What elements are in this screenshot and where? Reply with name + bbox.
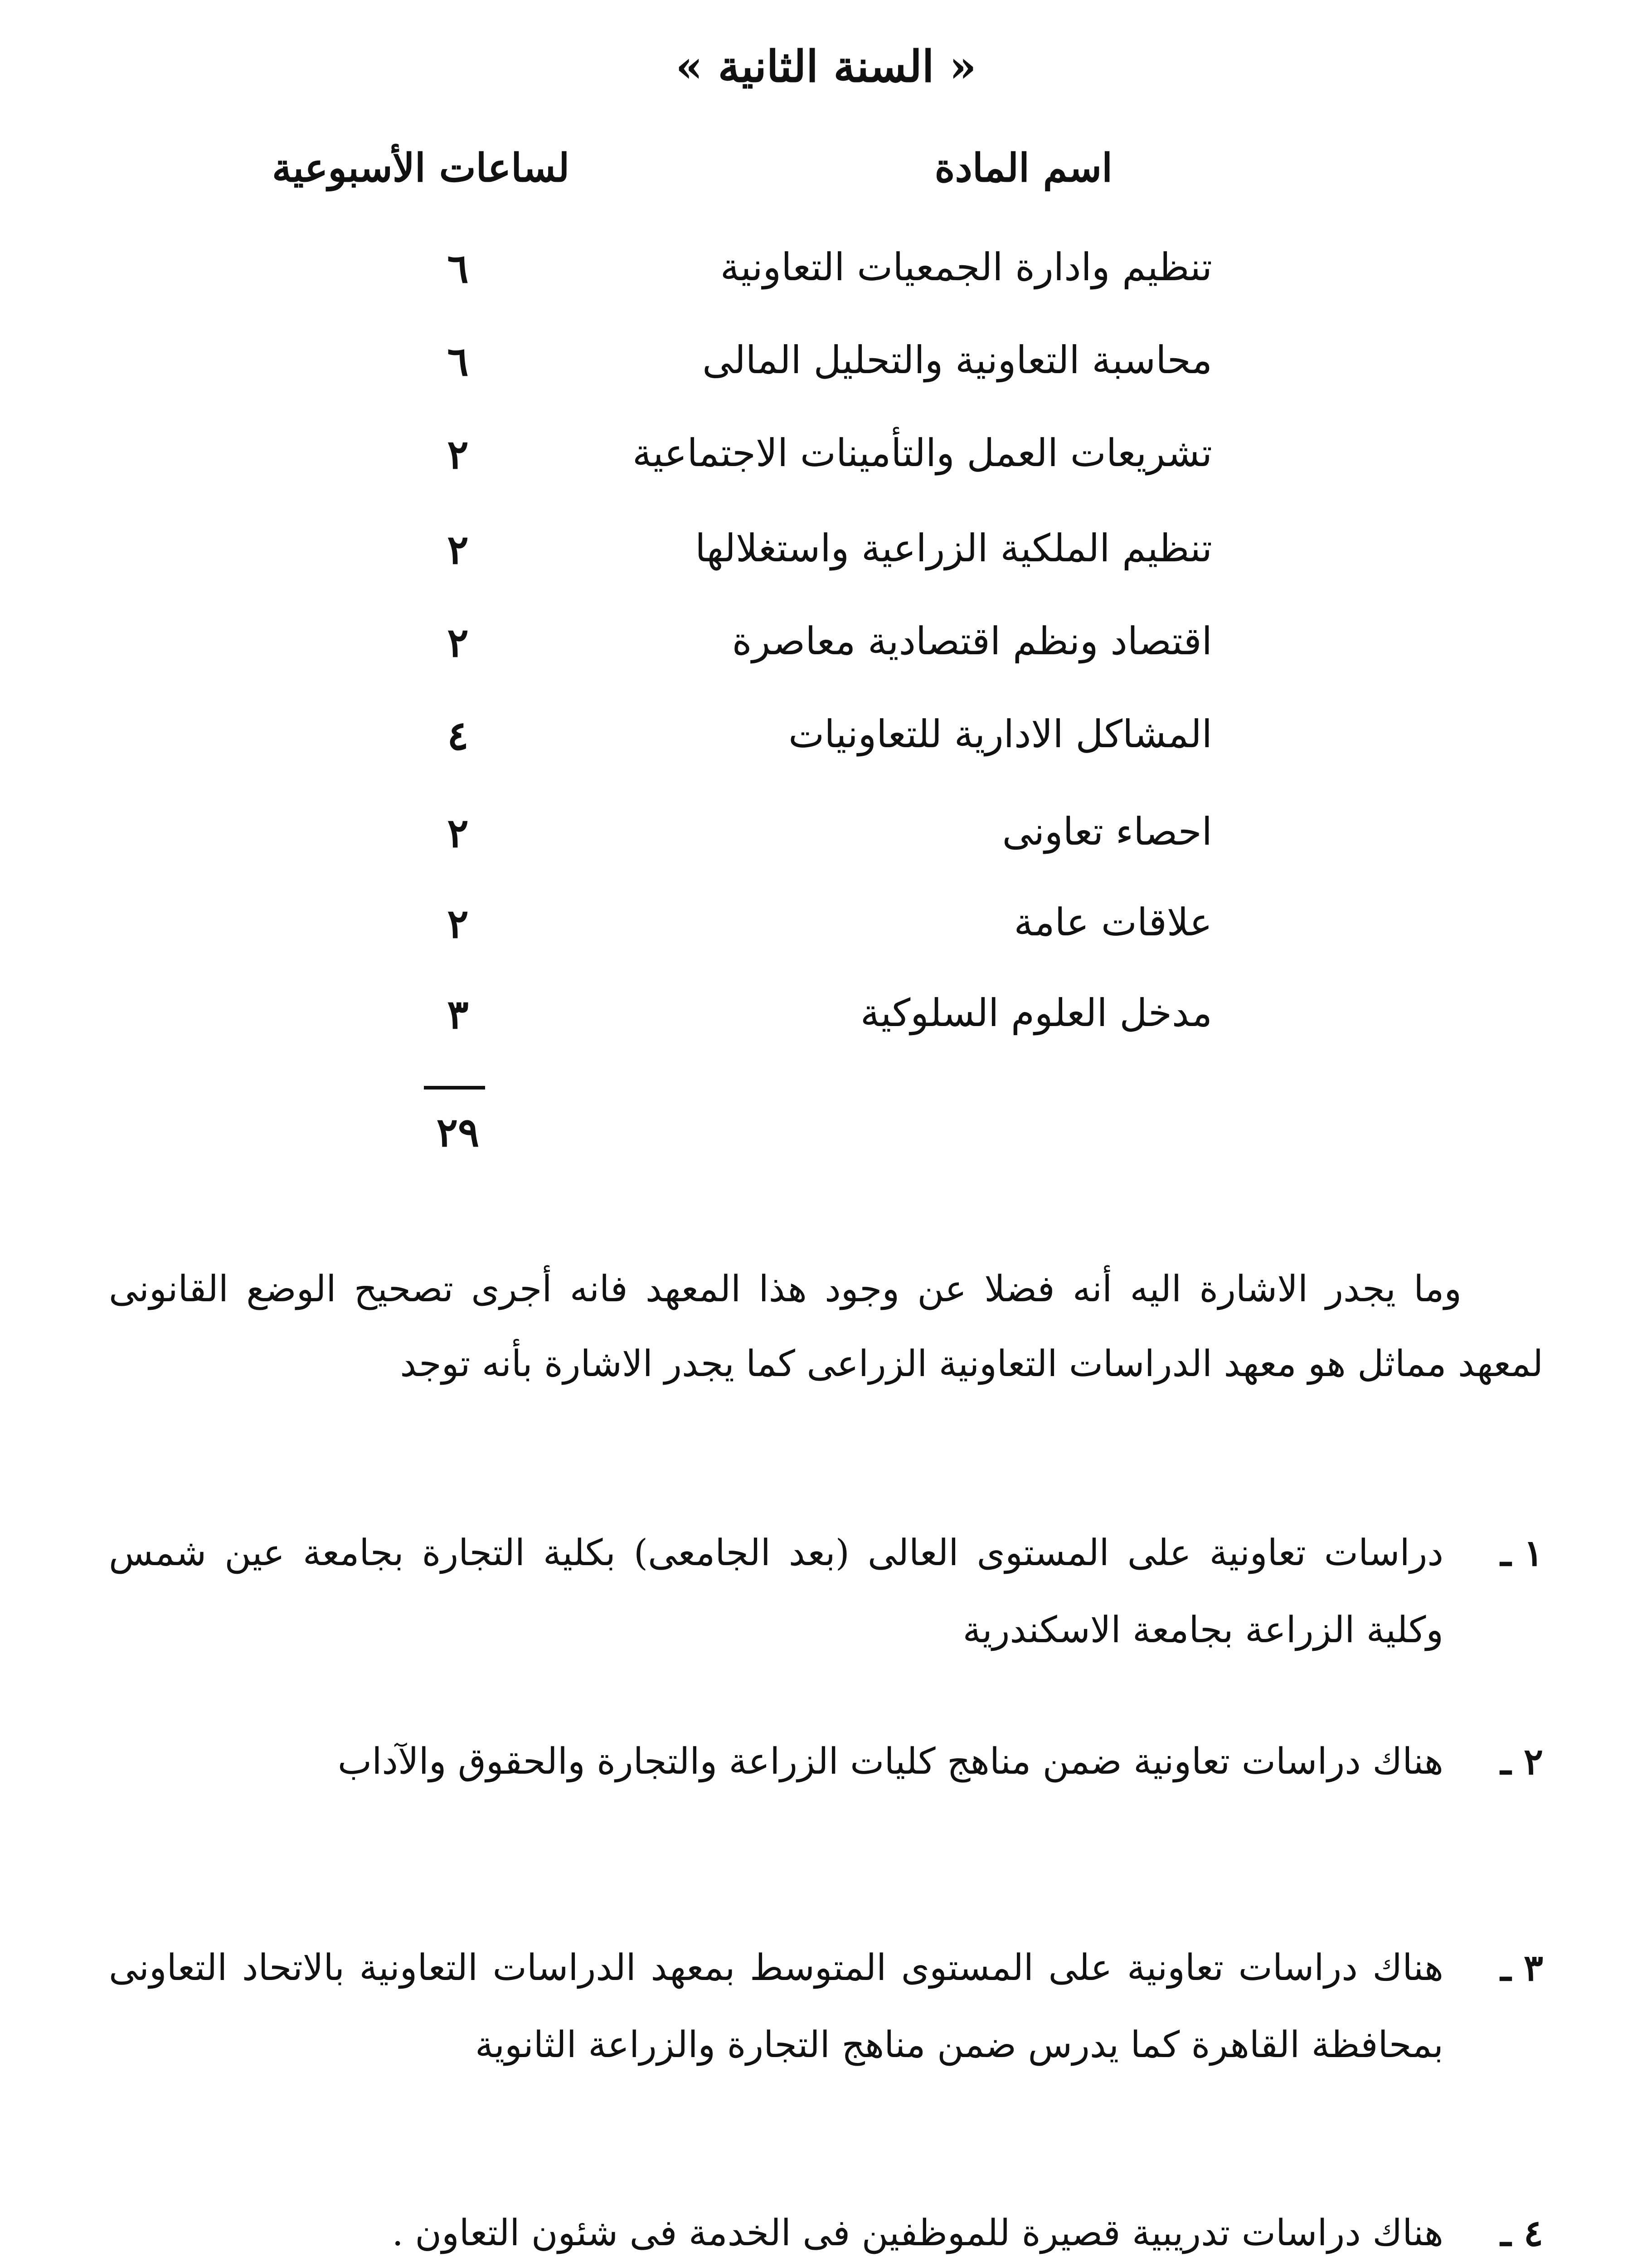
course-name: تنظيم وادارة الجمعيات التعاونية (720, 245, 1212, 289)
course-hours: ٦ (447, 245, 469, 292)
course-row (0, 991, 1652, 1063)
course-hours: ٤ (447, 712, 469, 759)
list-number: ٤ ـ (1500, 2212, 1543, 2254)
course-row (0, 338, 1652, 410)
column-header-hours: لساعات الأسبوعية (272, 145, 570, 191)
course-row (0, 245, 1652, 317)
course-name: اقتصاد ونظم اقتصادية معاصرة (732, 619, 1212, 663)
list-item (109, 2194, 1543, 2267)
course-hours: ٣ (447, 991, 469, 1038)
list-number: ١ ـ (1500, 1532, 1543, 1574)
course-name: احصاء تعاونى (1002, 809, 1212, 854)
course-row (0, 712, 1652, 784)
course-hours: ٢ (447, 526, 469, 573)
list-text: دراسات تعاونية على المستوى العالى (بعد الجامعى) بكلية التجارة بجامعة عين شمس وكلية الزراعة بجامعة الاسكندرية (109, 1532, 1443, 1651)
course-name: علاقات عامة (1014, 900, 1212, 944)
course-name: تشريعات العمل والتأمينات الاجتماعية (632, 431, 1212, 475)
list-text: هناك دراسات تعاونية ضمن مناهج كليات الزراعة والتجارة والحقوق والآداب (337, 1740, 1443, 1782)
course-row (0, 809, 1652, 882)
course-name: مدخل العلوم السلوكية (860, 991, 1212, 1035)
list-text: هناك دراسات تعاونية على المستوى المتوسط بمعهد الدراسات التعاونية بالاتحاد التعاونى بمحافظة القاهرة كما يدرس ضمن مناهج التجارة والزراعة الثانوية (109, 1946, 1443, 2066)
course-name: تنظيم الملكية الزراعية واستغلالها (695, 526, 1212, 570)
course-name: محاسبة التعاونية والتحليل المالى (702, 338, 1212, 382)
course-hours: ٦ (447, 338, 469, 385)
course-row (0, 900, 1652, 973)
course-hours: ٢ (447, 900, 469, 947)
course-hours: ٢ (447, 619, 469, 666)
course-hours: ٢ (447, 431, 469, 478)
course-row (0, 526, 1652, 598)
course-row (0, 431, 1652, 503)
total-hours: ٢٩ (436, 1109, 480, 1156)
list-text: هناك دراسات تدريبية قصيرة للموظفين فى الخدمة فى شئون التعاون . (392, 2212, 1443, 2254)
list-number: ٢ ـ (1500, 1740, 1543, 1783)
list-number: ٣ ـ (1500, 1946, 1543, 1989)
page-title: « السنة الثانية » (675, 41, 977, 92)
column-header-subject: اسم المادة (934, 145, 1113, 191)
intro-paragraph: وما يجدر الاشارة اليه أنه فضلا عن وجود هذا المعهد فانه أجرى تصحيح الوضع القانونى لمعهد مماثل هو معهد الدراسات التعاونية الزراعى كما يجدر الاشارة بأنه توجد (109, 1268, 1543, 1385)
course-row (0, 619, 1652, 691)
list-item (109, 1723, 1543, 1800)
course-hours: ٢ (447, 809, 469, 856)
list-item (109, 1514, 1543, 1669)
total-divider (424, 1086, 485, 1090)
list-item (109, 1929, 1543, 2083)
course-name: المشاكل الادارية للتعاونيات (788, 712, 1212, 756)
